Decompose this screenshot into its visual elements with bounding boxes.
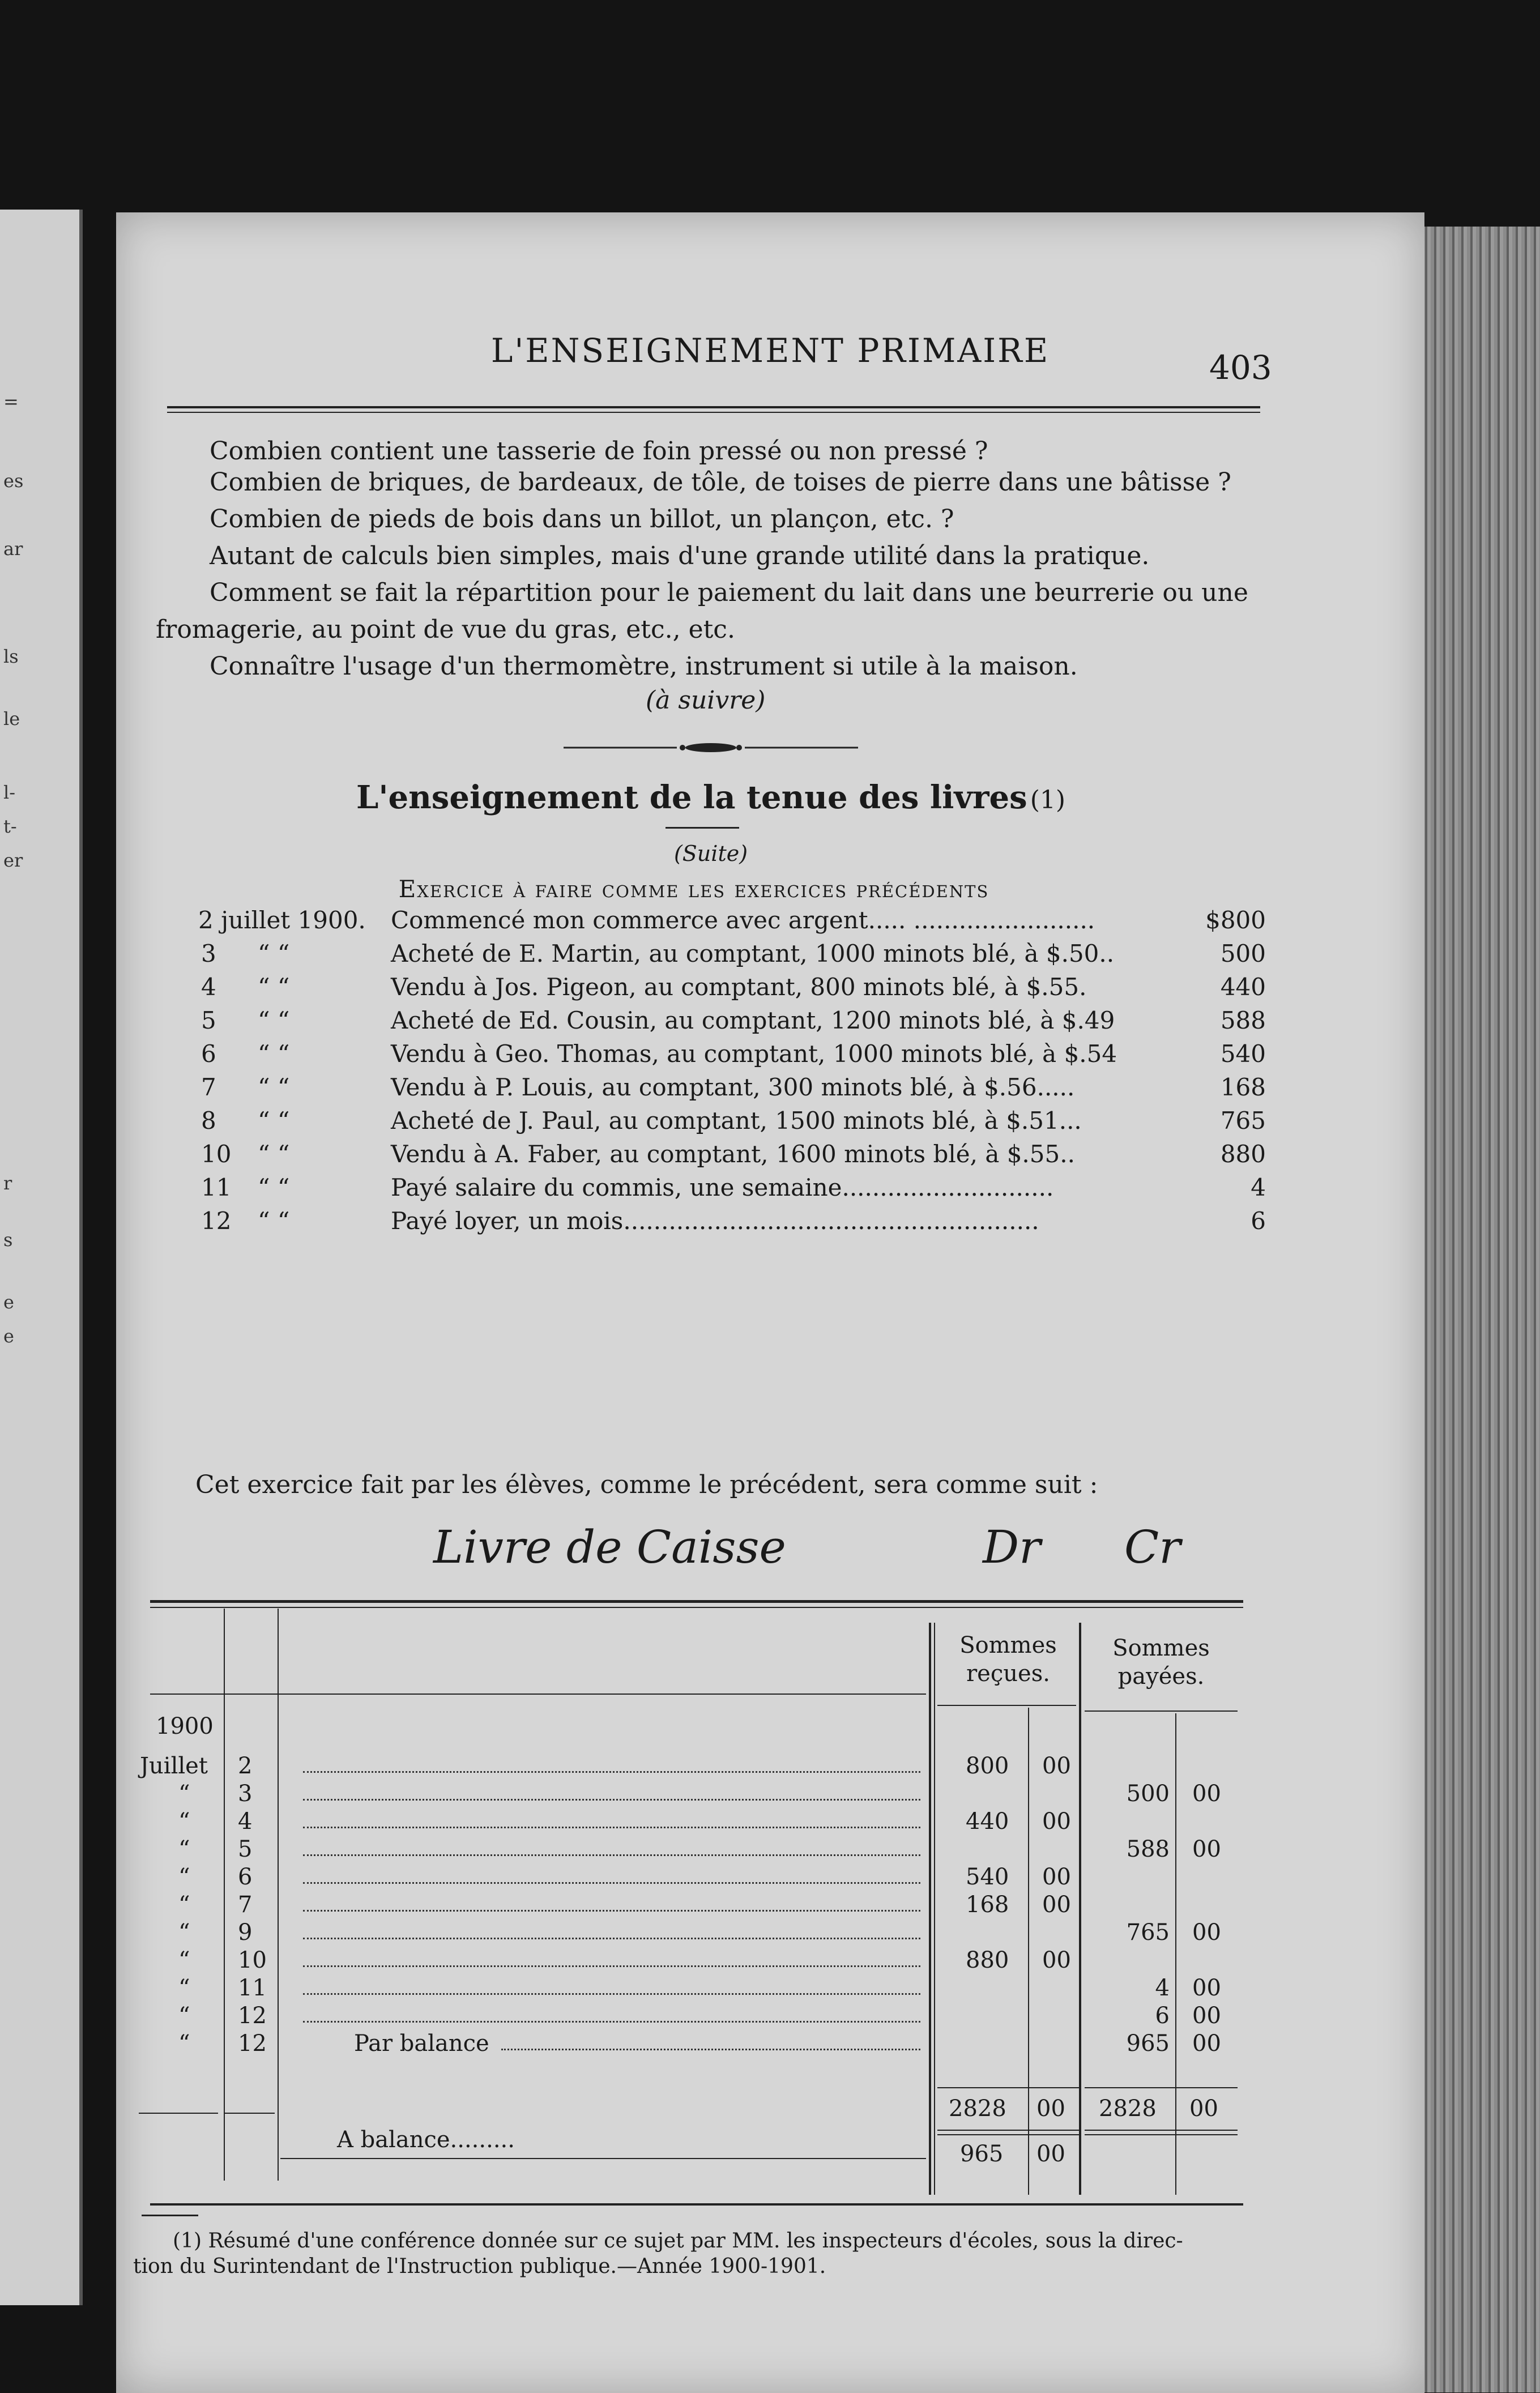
ledger-row-leader [303, 2021, 920, 2023]
ledger-row-ditto: “ [178, 1808, 190, 1835]
ledger-col-divider [929, 1623, 931, 2195]
footnote-rule [142, 2215, 198, 2216]
ledger-top-rule-thin [150, 1607, 1243, 1608]
balance-received: 965 [960, 2141, 1004, 2167]
adjacent-page [0, 210, 83, 2305]
intro-line: fromagerie, au point de vue du gras, etc., etc. [156, 615, 735, 644]
ledger-header-rule [937, 1705, 1076, 1706]
header-rule-thin [167, 412, 1260, 413]
total-double-rule [1085, 2130, 1238, 2131]
ledger-row-leader [501, 2049, 920, 2050]
ledger-paid-cents: 00 [1192, 1836, 1221, 1862]
book-page [116, 212, 1424, 2393]
ledger-paid-cents: 00 [1192, 2003, 1221, 2029]
ledger-year: 1900 [156, 1713, 214, 1739]
ledger-received-amount: 540 [966, 1864, 1009, 1890]
ledger-paid-cents: 00 [1192, 1919, 1221, 1946]
ledger-row-leader [303, 1938, 920, 1939]
ledger-row-ditto: “ [178, 1975, 190, 2001]
running-title: L'ENSEIGNEMENT PRIMAIRE [490, 331, 1050, 370]
footnote-line: tion du Surintendant de l'Instruction publique.—Année 1900-1901. [133, 2255, 826, 2278]
entry-amount: 880 [1220, 1140, 1266, 1168]
entry-amount: 765 [1220, 1107, 1266, 1134]
ledger-paid-amount: 965 [1126, 2031, 1170, 2057]
ledger-title: Livre de Caisse [433, 1521, 786, 1573]
ledger-row-day: 12 [238, 2031, 267, 2057]
entry-date: 3 [201, 940, 216, 967]
entry-description: Acheté de Ed. Cousin, au comptant, 1200 minots blé, à $.49 [391, 1006, 1115, 1034]
entry-date: 4 [201, 973, 216, 1001]
ledger-row-label: Par balance [354, 2031, 489, 2057]
ledger-col-divider [1175, 1713, 1176, 2195]
entry-amount: 440 [1220, 973, 1266, 1001]
section-heading [116, 779, 1306, 816]
entry-date: 2 juillet 1900. [198, 906, 366, 934]
ledger-side-rule [139, 2113, 218, 2114]
ledger-paid-amount: 765 [1126, 1919, 1170, 1946]
ledger-row-ditto: “ [178, 1781, 190, 1807]
credit-label: Cr [1124, 1521, 1181, 1573]
intro-line: Combien de pieds de bois dans un billot, un plançon, etc. ? [210, 505, 954, 534]
col-header-received: Sommes reçues. [959, 1632, 1057, 1687]
balance-label-text: A balance [337, 2127, 450, 2153]
ledger-paid-cents: 00 [1192, 2031, 1221, 2057]
ledger-received-cents: 00 [1042, 1808, 1071, 1835]
section-ornament [564, 739, 858, 756]
ledger-row-leader [303, 1882, 920, 1884]
page-number: 403 [1209, 348, 1272, 387]
intro-line: Combien contient une tasserie de foin pressé ou non pressé ? [210, 437, 988, 466]
ledger-row-day: 7 [238, 1892, 253, 1918]
ledger-paid-cents: 00 [1192, 1781, 1221, 1807]
ledger-row-day: 10 [238, 1947, 267, 1973]
ledger-received-amount: 440 [966, 1808, 1009, 1835]
intro-line: Combien de briques, de bardeaux, de tôle, de toises de pierre dans une bâtisse ? [210, 468, 1231, 497]
ledger-row-day: 12 [238, 2003, 267, 2029]
ledger-bottom-rule [150, 2203, 1243, 2206]
ledger-row-leader [303, 1799, 920, 1801]
ledger-received-amount: 880 [966, 1947, 1009, 1973]
a-suivre-note: (à suivre) [646, 686, 766, 715]
entry-description: Acheté de E. Martin, au comptant, 1000 minots blé, à $.50.. [391, 940, 1115, 967]
entry-description: Payé loyer, un mois....................................................... [391, 1207, 1039, 1235]
total-received-cents: 00 [1036, 2096, 1065, 2122]
ledger-row-ditto: “ [178, 2003, 190, 2029]
title-underline [666, 827, 739, 829]
entry-ditto: “ “ [258, 1174, 290, 1201]
ledger-row-day: 2 [238, 1753, 253, 1779]
ledger-paid-cents: 00 [1192, 1975, 1221, 2001]
ledger-row-ditto: “ [178, 1836, 190, 1862]
intro-line: Autant de calculs bien simples, mais d'une grande utilité dans la pratique. [210, 541, 1150, 570]
total-double-rule [937, 2134, 1079, 2135]
entry-date: 10 [201, 1140, 232, 1168]
entry-description: Vendu à Jos. Pigeon, au comptant, 800 minots blé, à $.55. [391, 973, 1087, 1001]
entry-amount: 168 [1220, 1073, 1266, 1101]
adjacent-fragment: e [3, 1325, 14, 1347]
ledger-row-day: 3 [238, 1781, 253, 1807]
header-rule [167, 406, 1260, 408]
adjacent-fragment: = [3, 391, 19, 412]
entry-ditto: “ “ [258, 940, 290, 967]
footnote-ref: (1) [1030, 786, 1066, 814]
ledger-row-leader [303, 1965, 920, 1967]
ledger-received-amount: 168 [966, 1892, 1009, 1918]
total-rule [1085, 2087, 1238, 2088]
ledger-row-ditto: “ [178, 1919, 190, 1946]
ledger-side-rule [224, 2113, 275, 2114]
ledger-received-cents: 00 [1042, 1753, 1071, 1779]
adjacent-fragment: er [3, 850, 23, 871]
adjacent-fragment: le [3, 708, 20, 730]
ledger-col-divider [934, 1623, 935, 2195]
ledger-row-day: 11 [238, 1975, 267, 2001]
adjacent-fragment: e [3, 1291, 14, 1313]
ledger-row-day: 6 [238, 1864, 253, 1890]
entry-date: 7 [201, 1073, 216, 1101]
entry-date: 6 [201, 1040, 216, 1068]
balance-rule [280, 2158, 926, 2159]
entry-ditto: “ “ [258, 1040, 290, 1068]
entry-ditto: “ “ [258, 1140, 290, 1168]
entry-amount: 588 [1220, 1006, 1266, 1034]
entry-amount: $800 [1205, 906, 1266, 934]
suite-label: (Suite) [673, 841, 748, 866]
balance-received-cents: 00 [1036, 2141, 1065, 2167]
entry-description: Vendu à Geo. Thomas, au comptant, 1000 minots blé, à $.54 [391, 1040, 1117, 1068]
total-paid-cents: 00 [1189, 2096, 1218, 2122]
entry-amount: 4 [1251, 1174, 1266, 1201]
entry-date: 11 [201, 1174, 232, 1201]
total-double-rule [937, 2130, 1079, 2131]
total-paid: 2828 [1099, 2096, 1157, 2122]
total-double-rule [1085, 2134, 1238, 2135]
adjacent-fragment: ls [3, 646, 19, 667]
entry-ditto: “ “ [258, 1107, 290, 1134]
ledger-received-cents: 00 [1042, 1864, 1071, 1890]
debit-label: Dr [983, 1521, 1041, 1573]
footnote-line: (1) Résumé d'une conférence donnée sur ce sujet par MM. les inspecteurs d'écoles, sous la direc- [173, 2229, 1183, 2253]
entry-description: Payé salaire du commis, une semaine............................ [391, 1174, 1054, 1201]
book-page-edges [1422, 227, 1540, 2392]
entry-ditto: “ “ [258, 1006, 290, 1034]
adjacent-fragment: ar [3, 538, 23, 560]
ledger-month: Juillet [140, 1753, 208, 1779]
ledger-paid-amount: 4 [1155, 1975, 1170, 2001]
ledger-row-day: 9 [238, 1919, 253, 1946]
adjacent-fragment: s [3, 1229, 13, 1251]
entry-ditto: “ “ [258, 1073, 290, 1101]
entry-description: Vendu à A. Faber, au comptant, 1600 minots blé, à $.55.. [391, 1140, 1075, 1168]
section-title: L'enseignement de la tenue des livres [356, 779, 1027, 816]
ledger-row-leader [303, 1993, 920, 1995]
ledger-top-rule [150, 1600, 1243, 1603]
ledger-row-day: 4 [238, 1808, 253, 1835]
entry-date: 5 [201, 1006, 216, 1034]
entry-date: 8 [201, 1107, 216, 1134]
entry-amount: 6 [1251, 1207, 1266, 1235]
adjacent-fragment: es [3, 470, 24, 492]
ledger-row-day: 5 [238, 1836, 253, 1862]
conclusion-text: Cet exercice fait par les élèves, comme le précédent, sera comme suit : [195, 1470, 1098, 1499]
entry-date: 12 [201, 1207, 232, 1235]
intro-line: Comment se fait la répartition pour le paiement du lait dans une beurrerie ou une [210, 578, 1248, 607]
ledger-row-leader [303, 1910, 920, 1912]
entry-description: Vendu à P. Louis, au comptant, 300 minots blé, à $.56..... [391, 1073, 1075, 1101]
col-header-paid: Sommes payées. [1112, 1635, 1210, 1690]
entry-description: Commencé mon commerce avec argent..... ........................ [391, 906, 1095, 934]
ledger-received-cents: 00 [1042, 1947, 1071, 1973]
ledger-row-ditto: “ [178, 2031, 190, 2057]
adjacent-fragment: t- [3, 816, 17, 837]
ledger-received-cents: 00 [1042, 1892, 1071, 1918]
entry-ditto: “ “ [258, 973, 290, 1001]
intro-line: Connaître l'usage d'un thermomètre, instrument si utile à la maison. [210, 652, 1078, 681]
ledger-paid-amount: 500 [1126, 1781, 1170, 1807]
ledger-row-ditto: “ [178, 1947, 190, 1973]
entry-description: Acheté de J. Paul, au comptant, 1500 minots blé, à $.51... [391, 1107, 1082, 1134]
ledger-paid-amount: 6 [1155, 2003, 1170, 2029]
ledger-col-divider [1079, 1623, 1081, 2195]
entry-ditto: “ “ [258, 1207, 290, 1235]
ledger-header-rule [1085, 1710, 1238, 1712]
entry-amount: 540 [1220, 1040, 1266, 1068]
ledger-col-divider [1028, 1708, 1029, 2195]
total-received: 2828 [949, 2096, 1006, 2122]
ledger-row-leader [303, 1771, 920, 1773]
entry-amount: 500 [1220, 940, 1266, 967]
ledger-row-leader [303, 1854, 920, 1856]
ledger-row-leader [303, 1827, 920, 1828]
ledger-row-ditto: “ [178, 1864, 190, 1890]
adjacent-fragment: r [3, 1172, 12, 1194]
ledger-received-amount: 800 [966, 1753, 1009, 1779]
total-rule [937, 2087, 1079, 2088]
balance-label: A balance......... [337, 2127, 515, 2153]
exercise-subtitle: Exercice à faire comme les exercices précédents [398, 875, 989, 903]
adjacent-fragment: l- [3, 782, 16, 803]
ledger-row-ditto: “ [178, 1892, 190, 1918]
ledger-paid-amount: 588 [1126, 1836, 1170, 1862]
ledger-header-rule [150, 1694, 926, 1695]
